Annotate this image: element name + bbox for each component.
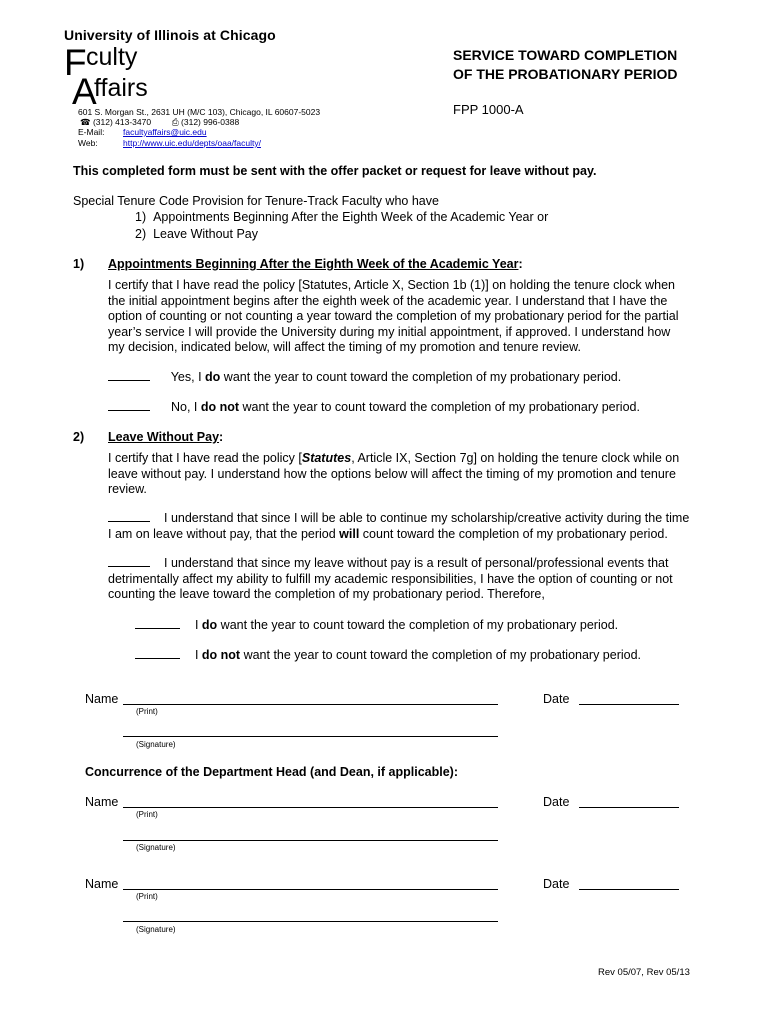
date-line-3[interactable] bbox=[579, 889, 679, 890]
section-2-do-not-option: I do not want the year to count toward the completion of my probationary period. bbox=[135, 647, 641, 663]
section-2-option-personal: I understand that since my leave without pay is a result of personal/professional events that detrimentally affect my ability to fulfill my academic responsibilities, I have the option of counting or not counting the leave toward the completion of my probationary period. Therefore, bbox=[108, 556, 673, 601]
name-print-line-2[interactable] bbox=[123, 807, 498, 808]
logo-letter-f: F bbox=[64, 42, 87, 83]
name-label-3: Name bbox=[85, 877, 119, 891]
print-label-1: (Print) bbox=[136, 707, 158, 716]
address: 601 S. Morgan St., 2631 UH (M/C 103), Chicago, IL 60607-5023 bbox=[78, 107, 321, 117]
form-title-line1: SERVICE TOWARD COMPLETION bbox=[453, 47, 678, 63]
personal-initial-blank[interactable] bbox=[108, 566, 150, 567]
university-name: University of Illinois at Chicago bbox=[64, 27, 276, 43]
phone-number: (312) 413-3470 bbox=[92, 117, 152, 127]
fax-icon: ⎙ bbox=[171, 117, 179, 127]
date-label-1: Date bbox=[543, 692, 570, 706]
section-2-do-option: I do want the year to count toward the completion of my probationary period. bbox=[135, 617, 618, 633]
email-link[interactable]: facultyaffairs@uic.edu bbox=[123, 127, 207, 137]
form-number: FPP 1000-A bbox=[453, 102, 524, 117]
faculty-affairs-logo bbox=[64, 40, 204, 112]
name-print-line-3[interactable] bbox=[123, 889, 498, 890]
yes-initial-blank[interactable] bbox=[108, 380, 150, 381]
section-1-no-option: No, I do not want the year to count toward the completion of my probationary period. bbox=[108, 399, 640, 415]
logo-word-culty: culty bbox=[86, 43, 138, 71]
logo-letter-a: A bbox=[72, 71, 97, 112]
phone-icon: ☎ bbox=[80, 117, 91, 127]
web-label: Web: bbox=[78, 138, 98, 148]
section-2-option-continue: I understand that since I will be able to continue my scholarship/creative activity during the time I am on leave without pay, that the period will count toward the completion of my probationary period. bbox=[108, 511, 690, 541]
section-2-certification: I certify that I have read the policy [Statutes, Article IX, Section 7g] on holding the tenure clock while on leave without pay. I understand how the options below will affect the timing of my promotion and tenure review. bbox=[108, 451, 680, 496]
date-label-2: Date bbox=[543, 795, 570, 809]
continue-initial-blank[interactable] bbox=[108, 521, 150, 522]
date-line-2[interactable] bbox=[579, 807, 679, 808]
date-label-3: Date bbox=[543, 877, 570, 891]
signature-line-2[interactable] bbox=[123, 840, 498, 841]
signature-label-3: (Signature) bbox=[136, 925, 176, 934]
revision-footer: Rev 05/07, Rev 05/13 bbox=[598, 967, 690, 978]
concurrence-heading: Concurrence of the Department Head (and Dean, if applicable): bbox=[85, 765, 458, 779]
section-2-number: 2) bbox=[73, 430, 85, 444]
signature-line-3[interactable] bbox=[123, 921, 498, 922]
email-label: E-Mail: bbox=[78, 127, 105, 137]
date-line-1[interactable] bbox=[579, 704, 679, 705]
section-1-heading: Appointments Beginning After the Eighth Week of the Academic Year: bbox=[108, 257, 523, 271]
form-title-line2: OF THE PROBATIONARY PERIOD bbox=[453, 66, 678, 82]
section-1-yes-option: Yes, I do want the year to count toward the completion of my probationary period. bbox=[108, 369, 621, 385]
section-1-number: 1) bbox=[73, 257, 85, 271]
name-print-line-1[interactable] bbox=[123, 704, 498, 705]
web-link[interactable]: http://www.uic.edu/depts/oaa/faculty/ bbox=[123, 138, 261, 148]
logo-word-ffairs: ffairs bbox=[94, 74, 148, 102]
provision-item-1: 1) Appointments Beginning After the Eighth Week of the Academic Year or bbox=[135, 210, 549, 224]
fax-number: (312) 996-0388 bbox=[181, 117, 240, 127]
name-label-1: Name bbox=[85, 692, 119, 706]
submission-notice: This completed form must be sent with the offer packet or request for leave without pay. bbox=[73, 164, 597, 178]
provision-item-2: 2) Leave Without Pay bbox=[135, 227, 258, 241]
do-not-count-blank[interactable] bbox=[135, 658, 180, 659]
phone-fax-row bbox=[80, 117, 239, 128]
no-initial-blank[interactable] bbox=[108, 410, 150, 411]
signature-label-1: (Signature) bbox=[136, 740, 176, 749]
print-label-2: (Print) bbox=[136, 810, 158, 819]
section-2-heading: Leave Without Pay: bbox=[108, 430, 224, 444]
signature-line-1[interactable] bbox=[123, 736, 498, 737]
do-count-blank[interactable] bbox=[135, 628, 180, 629]
print-label-3: (Print) bbox=[136, 892, 158, 901]
signature-label-2: (Signature) bbox=[136, 843, 176, 852]
name-label-2: Name bbox=[85, 795, 119, 809]
section-1-certification: I certify that I have read the policy [Statutes, Article X, Section 1b (1)] on holding the tenure clock when the initial appointment begins after the eighth week of the academic year. I understand that I have the option of counting or not counting a year toward the completion of my probationary period for the partial year’s service I will provide the University during my initial appointment, if approved. I understand how my decision, indicated below, will affect the timing of my promotion and tenure review. bbox=[108, 278, 679, 354]
provision-intro: Special Tenure Code Provision for Tenure-Track Faculty who have bbox=[73, 194, 439, 208]
